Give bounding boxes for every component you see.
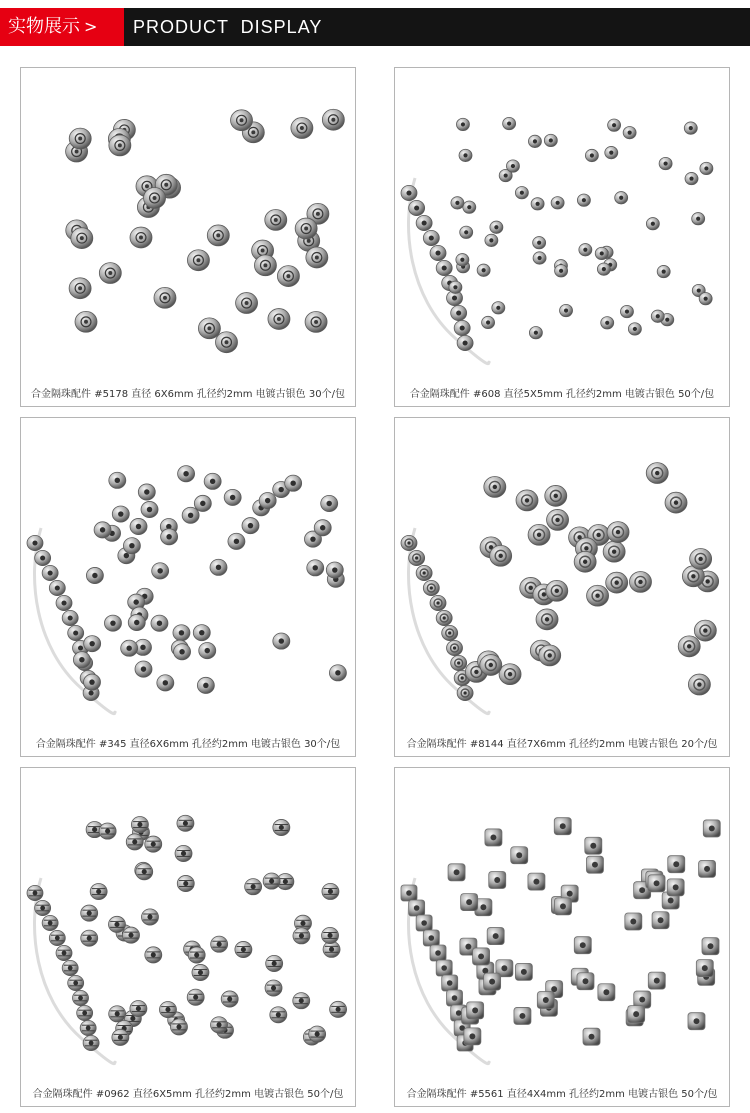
bead bbox=[291, 118, 313, 139]
bead bbox=[80, 1020, 96, 1035]
bead bbox=[490, 545, 512, 566]
bead bbox=[652, 912, 669, 929]
bead bbox=[603, 541, 625, 562]
bead bbox=[154, 287, 176, 308]
bead bbox=[503, 117, 516, 129]
bead bbox=[555, 265, 568, 277]
bead bbox=[460, 226, 473, 238]
product-photo bbox=[395, 768, 730, 1068]
product-photo bbox=[21, 68, 356, 368]
product-photo bbox=[395, 68, 730, 368]
bead bbox=[84, 674, 101, 690]
bead bbox=[314, 520, 331, 536]
bead bbox=[448, 864, 465, 881]
bead bbox=[449, 281, 462, 293]
bead bbox=[451, 655, 467, 670]
product-photo bbox=[395, 418, 730, 718]
bead bbox=[528, 873, 545, 890]
bead bbox=[326, 562, 343, 578]
bead bbox=[99, 823, 116, 839]
bead bbox=[489, 871, 506, 888]
bead bbox=[546, 580, 568, 601]
section-title-cn-text: 实物展示 bbox=[8, 16, 80, 37]
bead bbox=[511, 847, 528, 864]
bead bbox=[128, 614, 145, 630]
bead bbox=[473, 948, 490, 965]
bead bbox=[696, 960, 713, 977]
bead bbox=[597, 263, 610, 275]
bead bbox=[157, 675, 174, 691]
bead bbox=[69, 278, 91, 299]
bead bbox=[528, 524, 550, 545]
product-caption: 合金隔珠配件 #5561 直径4X4mm 孔径约2mm 电镀古银色 50个/包 bbox=[406, 1089, 718, 1100]
bead bbox=[579, 244, 592, 256]
bead bbox=[684, 122, 697, 134]
bead bbox=[625, 913, 642, 930]
bead bbox=[606, 572, 628, 593]
bead bbox=[547, 509, 569, 530]
bead bbox=[451, 197, 464, 209]
bead bbox=[451, 305, 467, 320]
bead bbox=[56, 595, 72, 610]
bead bbox=[136, 864, 153, 880]
bead bbox=[651, 310, 664, 322]
bead bbox=[173, 625, 190, 641]
bead bbox=[62, 610, 78, 625]
bead bbox=[270, 1007, 287, 1023]
bead bbox=[151, 615, 168, 631]
bead bbox=[601, 317, 614, 329]
bead bbox=[667, 879, 684, 896]
bead bbox=[161, 529, 178, 545]
bead bbox=[109, 1006, 126, 1022]
bead bbox=[554, 898, 571, 915]
bead bbox=[595, 247, 608, 259]
bead bbox=[623, 126, 636, 138]
bead bbox=[620, 305, 633, 317]
product-card[interactable] bbox=[20, 767, 356, 1107]
bead bbox=[583, 1028, 600, 1045]
bead bbox=[586, 856, 603, 873]
bead bbox=[159, 1002, 176, 1018]
bead bbox=[628, 323, 641, 335]
bead bbox=[277, 266, 299, 287]
bead bbox=[211, 936, 228, 952]
bead bbox=[577, 194, 590, 206]
bead bbox=[138, 484, 155, 500]
bead bbox=[409, 900, 425, 916]
bead bbox=[35, 550, 51, 565]
product-caption: 合金隔珠配件 #345 直径6X6mm 孔径约2mm 电镀古银色 30个/包 bbox=[35, 739, 341, 750]
bead bbox=[515, 187, 528, 199]
bead bbox=[423, 230, 439, 245]
bead bbox=[81, 930, 98, 946]
bead bbox=[461, 894, 478, 911]
bead bbox=[329, 665, 346, 681]
bead bbox=[401, 185, 417, 200]
bead bbox=[515, 963, 532, 980]
bead bbox=[692, 213, 705, 225]
section-title-en: PRODUCT DISPLAY bbox=[133, 17, 323, 37]
bead bbox=[330, 1001, 347, 1017]
bead bbox=[416, 565, 432, 580]
product-photo bbox=[21, 768, 356, 1068]
bead bbox=[99, 263, 121, 284]
bead bbox=[197, 677, 214, 693]
bead bbox=[141, 909, 158, 925]
bead bbox=[648, 875, 665, 892]
bead bbox=[121, 640, 138, 656]
bead bbox=[231, 110, 253, 131]
bead bbox=[699, 860, 716, 877]
bead bbox=[409, 550, 425, 565]
bead bbox=[194, 495, 211, 511]
bead bbox=[187, 250, 209, 271]
bead bbox=[322, 883, 339, 899]
bead bbox=[259, 493, 276, 509]
bead bbox=[482, 316, 495, 328]
bead bbox=[307, 560, 324, 576]
bead bbox=[27, 535, 43, 550]
bead bbox=[587, 585, 609, 606]
bead bbox=[123, 538, 140, 554]
bead bbox=[177, 875, 194, 891]
bead bbox=[109, 135, 131, 156]
bead bbox=[454, 320, 470, 335]
bead bbox=[130, 227, 152, 248]
product-caption: 合金隔珠配件 #8144 直径7X6mm 孔径约2mm 电镀古银色 20个/包 bbox=[406, 739, 718, 750]
bead bbox=[464, 1028, 481, 1045]
product-photo bbox=[21, 418, 356, 718]
bead bbox=[577, 973, 594, 990]
bead bbox=[459, 149, 472, 161]
bead bbox=[574, 937, 591, 954]
bead bbox=[423, 580, 439, 595]
product-card[interactable] bbox=[20, 67, 356, 407]
bead bbox=[265, 209, 287, 230]
bead bbox=[539, 645, 561, 666]
bead bbox=[436, 260, 452, 275]
bead bbox=[109, 472, 126, 488]
bead bbox=[401, 535, 417, 550]
bead bbox=[409, 200, 425, 215]
bead bbox=[574, 551, 596, 572]
bead bbox=[659, 157, 672, 169]
bead bbox=[423, 930, 439, 946]
bead bbox=[436, 960, 452, 976]
bead bbox=[477, 264, 490, 276]
bead bbox=[480, 655, 502, 676]
bead bbox=[49, 930, 65, 945]
bead bbox=[112, 1029, 129, 1045]
bead bbox=[430, 245, 446, 260]
bead bbox=[145, 947, 162, 963]
bead bbox=[533, 237, 546, 249]
bead bbox=[306, 247, 328, 268]
bead bbox=[68, 625, 84, 640]
bead bbox=[86, 567, 103, 583]
bead bbox=[544, 134, 557, 146]
bead bbox=[585, 149, 598, 161]
product-caption: 合金隔珠配件 #608 直径5X5mm 孔径约2mm 电镀古银色 50个/包 bbox=[409, 389, 715, 400]
bead bbox=[69, 128, 91, 149]
bead bbox=[254, 255, 276, 276]
bead bbox=[554, 818, 571, 835]
bead bbox=[628, 1006, 645, 1023]
bead bbox=[430, 595, 446, 610]
bead bbox=[463, 201, 476, 213]
bead bbox=[700, 162, 713, 174]
bead bbox=[529, 327, 542, 339]
bead bbox=[492, 302, 505, 314]
bead bbox=[81, 905, 98, 921]
bead bbox=[210, 559, 227, 575]
bead bbox=[198, 318, 220, 339]
bead bbox=[629, 572, 651, 593]
bead bbox=[322, 109, 344, 130]
bead bbox=[456, 254, 469, 266]
bead bbox=[648, 972, 665, 989]
bead bbox=[490, 221, 503, 233]
bead bbox=[293, 993, 310, 1009]
bead bbox=[484, 973, 501, 990]
bead bbox=[204, 473, 221, 489]
bead bbox=[265, 980, 282, 996]
bead bbox=[605, 146, 618, 158]
bead bbox=[135, 661, 152, 677]
bead bbox=[188, 947, 205, 963]
bead bbox=[514, 1007, 531, 1024]
bead bbox=[485, 829, 502, 846]
bead bbox=[273, 819, 290, 835]
bead bbox=[35, 900, 51, 915]
bead bbox=[228, 533, 245, 549]
bead bbox=[108, 916, 125, 932]
bead bbox=[27, 885, 43, 900]
bead bbox=[657, 265, 670, 277]
bead bbox=[528, 135, 541, 147]
bead bbox=[68, 975, 84, 990]
bead bbox=[56, 945, 72, 960]
bead bbox=[84, 636, 101, 652]
bead bbox=[447, 640, 463, 655]
bead bbox=[293, 928, 310, 944]
bead bbox=[42, 565, 58, 580]
bead bbox=[309, 1026, 326, 1042]
bead bbox=[690, 548, 712, 569]
bead bbox=[130, 518, 147, 534]
bead bbox=[73, 990, 89, 1005]
product-card[interactable] bbox=[394, 767, 730, 1107]
bead bbox=[94, 522, 111, 538]
bead bbox=[170, 1019, 187, 1035]
product-card[interactable] bbox=[20, 417, 356, 757]
bead bbox=[688, 1013, 705, 1030]
product-caption: 合金隔珠配件 #0962 直径6X5mm 孔径约2mm 电镀古银色 50个/包 bbox=[32, 1089, 344, 1100]
bead bbox=[245, 879, 262, 895]
bead bbox=[207, 225, 229, 246]
bead bbox=[487, 928, 504, 945]
bead bbox=[73, 652, 90, 668]
bead bbox=[145, 836, 162, 852]
bead bbox=[62, 960, 78, 975]
bead bbox=[211, 1017, 228, 1033]
bead bbox=[607, 522, 629, 543]
bead bbox=[177, 815, 194, 831]
bead bbox=[703, 820, 720, 837]
bead bbox=[401, 885, 417, 901]
product-caption: 合金隔珠配件 #5178 直径 6X6mm 孔径约2mm 电镀古银色 30个/包 bbox=[31, 389, 345, 400]
bead bbox=[199, 643, 216, 659]
bead bbox=[75, 311, 97, 332]
bead bbox=[236, 293, 258, 314]
bead bbox=[457, 335, 473, 350]
bead bbox=[436, 610, 452, 625]
bead bbox=[467, 1002, 484, 1019]
bead bbox=[224, 489, 241, 505]
bead bbox=[131, 817, 148, 833]
bead bbox=[235, 941, 252, 957]
bead bbox=[295, 218, 317, 239]
bead bbox=[485, 234, 498, 246]
bead bbox=[144, 188, 166, 209]
bead bbox=[268, 309, 290, 330]
bead bbox=[178, 466, 195, 482]
bead bbox=[152, 563, 169, 579]
bead bbox=[585, 837, 602, 854]
section-header bbox=[0, 8, 750, 46]
bead bbox=[499, 664, 521, 685]
bead bbox=[694, 620, 716, 641]
bead bbox=[516, 490, 538, 511]
bead bbox=[141, 501, 158, 517]
bead bbox=[221, 991, 238, 1007]
bead bbox=[608, 119, 621, 131]
bead bbox=[192, 964, 209, 980]
bead bbox=[447, 990, 463, 1006]
bead bbox=[123, 927, 140, 943]
bead bbox=[702, 938, 719, 955]
bead bbox=[182, 507, 199, 523]
bead bbox=[430, 945, 446, 961]
bead bbox=[646, 218, 659, 230]
bead bbox=[305, 311, 327, 332]
bead bbox=[83, 1035, 99, 1050]
bead bbox=[685, 172, 698, 184]
bead bbox=[49, 580, 65, 595]
bead bbox=[688, 674, 710, 695]
product-card[interactable] bbox=[394, 417, 730, 757]
bead bbox=[126, 834, 143, 850]
bead bbox=[130, 1001, 147, 1017]
bead bbox=[322, 927, 339, 943]
bead bbox=[187, 989, 204, 1005]
bead bbox=[193, 625, 210, 641]
section-title-cn bbox=[0, 8, 124, 46]
bead bbox=[263, 873, 280, 889]
bead bbox=[456, 118, 469, 130]
bead bbox=[442, 975, 458, 991]
bead bbox=[551, 197, 564, 209]
bead bbox=[646, 463, 668, 484]
bead bbox=[285, 475, 302, 491]
bead bbox=[174, 644, 191, 660]
bead bbox=[416, 915, 432, 931]
bead bbox=[533, 252, 546, 264]
bead bbox=[531, 198, 544, 210]
bead bbox=[273, 633, 290, 649]
bead bbox=[665, 492, 687, 513]
bead bbox=[442, 625, 458, 640]
bead bbox=[104, 615, 121, 631]
bead bbox=[536, 609, 558, 630]
bead bbox=[42, 915, 58, 930]
bead bbox=[560, 304, 573, 316]
bead bbox=[90, 883, 107, 899]
bead bbox=[545, 485, 567, 506]
bead bbox=[678, 636, 700, 657]
bead bbox=[321, 495, 338, 511]
bead bbox=[266, 955, 283, 971]
bead bbox=[699, 292, 712, 304]
bead bbox=[457, 685, 473, 700]
bead bbox=[71, 228, 93, 249]
product-card[interactable] bbox=[394, 67, 730, 407]
bead bbox=[216, 332, 238, 353]
bead bbox=[175, 845, 192, 861]
bead bbox=[537, 991, 554, 1008]
bead bbox=[77, 1005, 93, 1020]
bead bbox=[484, 476, 506, 497]
bead bbox=[598, 984, 615, 1001]
bead bbox=[416, 215, 432, 230]
bead bbox=[506, 160, 519, 172]
bead bbox=[668, 856, 685, 873]
chevron-right-icon: > bbox=[84, 17, 98, 36]
bead bbox=[112, 506, 129, 522]
bead bbox=[615, 192, 628, 204]
bead bbox=[242, 518, 259, 534]
